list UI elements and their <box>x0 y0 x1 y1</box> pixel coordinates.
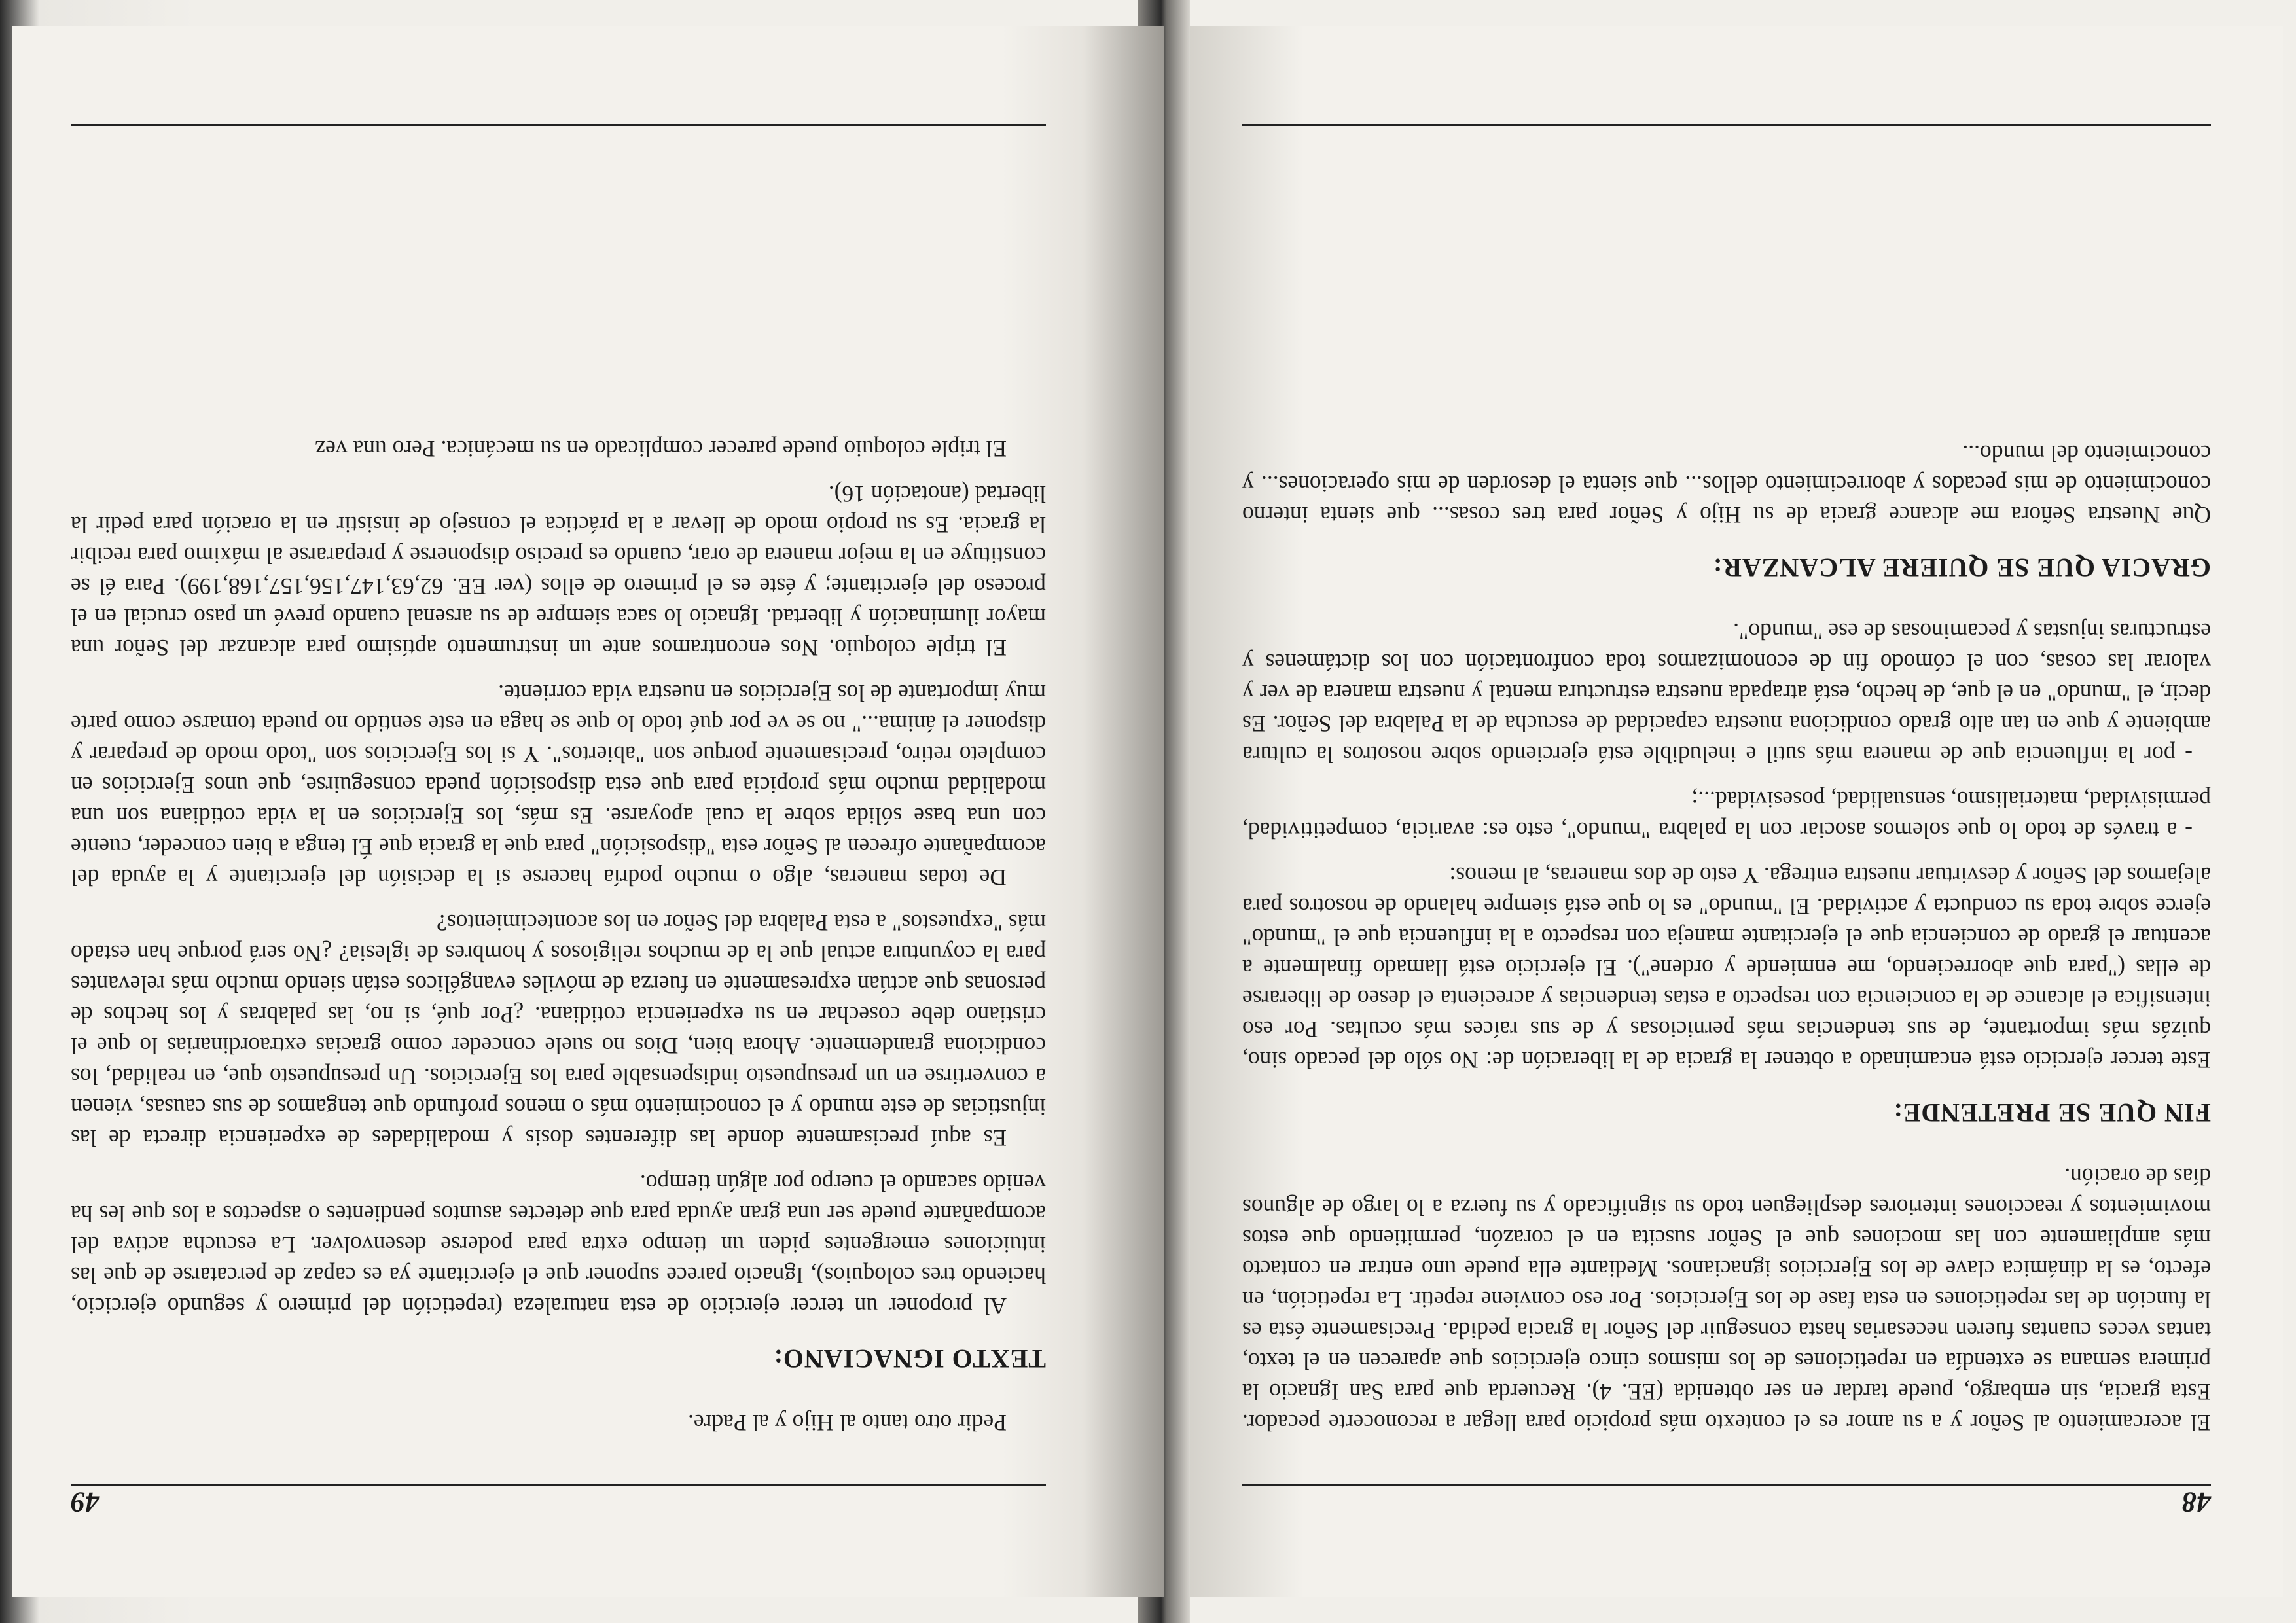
footer-rule-48 <box>1242 124 2211 126</box>
paragraph-5: El triple coloquio puede parecer complicado en su mecánica. Pero una vez <box>315 436 1007 462</box>
page-49-content <box>71 419 1046 1525</box>
page-number-49: 49 <box>71 1486 99 1518</box>
paragraph-opening: Pedir otro tanto al Hijo y al Padre. <box>687 1410 1007 1436</box>
paragraph-gracia: Que Nuestra Señora me alcance gracia de su Hijo y Señor para tres cosas... que sienta interno conocimiento de mis pecados y aborrecimiento dellos... que sienta el desorden de mis operaciones... y conocimiento del mundo... <box>1242 440 2211 528</box>
page-number-48: 48 <box>2182 1486 2211 1518</box>
heading-texto-ignaciano: TEXTO IGNACIANO: <box>773 1344 1046 1374</box>
paragraph-intro: El acercamiento al Señor y a su amor es el contexto más propicio para llegar a reconocerte pecador. Esta gracia, sin embargo, puede tardar en ser obtenida (EE. 4). Recuerda que para San Ignacio la primera semana se extendía en repeticiones de los mismos cinco ejercicios que aparecen en el texto, tantas veces cuantas fueren necesarias hasta conseguir del Señor la gracia pedida. Precisamente ésta es la función de las repeticiones en esta fase de los Ejercicios. Por eso conviene repetir. La repetición, en efecto, es la dinámica clave de los Ejercicios ignacianos. Mediante ella puede uno entrar en contacto más ampliamente con las mociones que el Señor suscita en el corazón, permitiendo que estos movimientos y reacciones interiores desplieguen todo su significado y su fuerza a lo largo de algunos días de oración. <box>1242 1164 2211 1436</box>
paragraph-1: Al proponer un tercer ejercicio de esta naturaleza (repetición del primero y segundo ejercicio, haciendo tres coloquios), Ignacio parece suponer que el ejercitante ya es capaz de percatarse de que las intuiciones emergentes piden un tiempo extra para poderse desenvolver. La escucha activa del acompañante puede ser una gran ayuda para que detectes asuntos pendientes o aspectos a los que les ha venido sacando el cuerpo por algún tiempo. <box>71 1170 1046 1319</box>
page-49 <box>12 26 1164 1597</box>
paragraph-2: Es aquí precisamente donde las diferentes dosis y modalidades de experiencia directa de las injusticias de este mundo y el conocimiento más o menos profundo que tengamos de sus causas, vienen a convertirse en un presupuesto indispensable para los Ejercicios. Un presupuesto que, en realidad, los condiciona grandemente. Ahora bien, Dios no suele conceder como gracias extraordinarias lo que el cristiano debe cosechar en su experiencia cotidiana. ¿Por qué, si no, las palabras y los hechos de personas que actúan expresamente en fuerza de móviles evangélicos están siendo mucho más relevantes para la coyuntura actual que la de muchos religiosos y hombres de iglesia? ¿No será porque han estado más "expuestos" a esta Palabra del Señor en los acontecimientos? <box>71 910 1046 1151</box>
paragraph-4: El triple coloquio. Nos encontramos ante un instrumento aptísimo para alcanzar del Señor una mayor iluminación y libertad. Ignacio lo saca siempre de su arsenal cuando prevé un paso crucial en el proceso del ejercitante; y éste es el primero de ellos (ver EE. 62,63,147,156,157,168,199). Para él se constituye en la mejor manera de orar, cuando es preciso disponerse y prepararse al máximo para recibir la gracia. Es su propio modo de llevar a la práctica el consejo de insistir en la oración para pedir la libertad (anotación 16). <box>71 481 1046 661</box>
heading-gracia: GRACIA QUE SE QUIERE ALCANZAR: <box>1712 553 2211 582</box>
running-head-49 <box>71 1484 1046 1525</box>
heading-fin: FIN QUE SE PRETENDE: <box>1893 1098 2211 1128</box>
page-48 <box>1170 26 2283 1597</box>
list-item-2: - por la influencia que de manera más sutil e ineludible está ejerciendo sobre nosotros la cultura ambiente y que en tan alto grado condiciona nuestra capacidad de escucha de la Palabra del Señor. Es decir, el "mundo" en el que, de hecho, está atrapada nuestra estructura mental y nuestra manera de ver y valorar las cosas, con el cómodo fin de economizarnos toda confrontación con los dictámenes y estructuras injustas y pecaminosas de ese "mundo". <box>1242 618 2211 768</box>
list-item-1: - a través de todo lo que solemos asociar con la palabra "mundo", esto es: avaricia, competitividad, permisividad, materialismo, sensualidad, posesividad...; <box>1242 787 2211 844</box>
running-head-48 <box>1242 1484 2211 1525</box>
paragraph-fin: Este tercer ejercicio está encaminado a obtener la gracia de la liberación de: No sólo del pecado sino, quizás más importante, de sus tendencias más perniciosas y de sus raíces más ocultas. Por eso intensifica el alcance de la conciencia con respecto a estas tendencias y acrecienta el deseo de liberarse de ellas ("para que aborreciendo, me enmiende y ordene"). El ejercicio está llamado finalmente a acentuar el grado de conciencia que el ejercitante maneja con respecto a la influencia que el "mundo" ejerce sobre toda su conducta y actividad. El "mundo" es lo que está siempre halando de nosotros para alejarnos del Señor y desvirtuar nuestra entrega. Y esto de dos maneras, al menos: <box>1242 863 2211 1073</box>
footer-rule-49 <box>71 124 1046 126</box>
paragraph-3: De todas maneras, algo o mucho podría hacerse si la decisión del ejercitante y la ayuda del acompañante ofrecen al Señor esta "disposición" para que la gracia que Él tenga a bien conceder, cuente con una base sólida sobre la cual apoyarse. Es más, los Ejercicios en la vida cotidiana son una modalidad mucho más propicia para que esta disposición pueda conseguirse, que unos Ejercicios en completo retiro, precisamente porque son "abiertos". Y si los Ejercicios son "todo modo de preparar y disponer el ánima..." no se ve por qué todo lo que se haga en este sentido no pueda tomarse como parte muy importante de los Ejercicios en nuestra vida corriente. <box>71 680 1046 891</box>
page-48-content <box>1242 423 2211 1525</box>
